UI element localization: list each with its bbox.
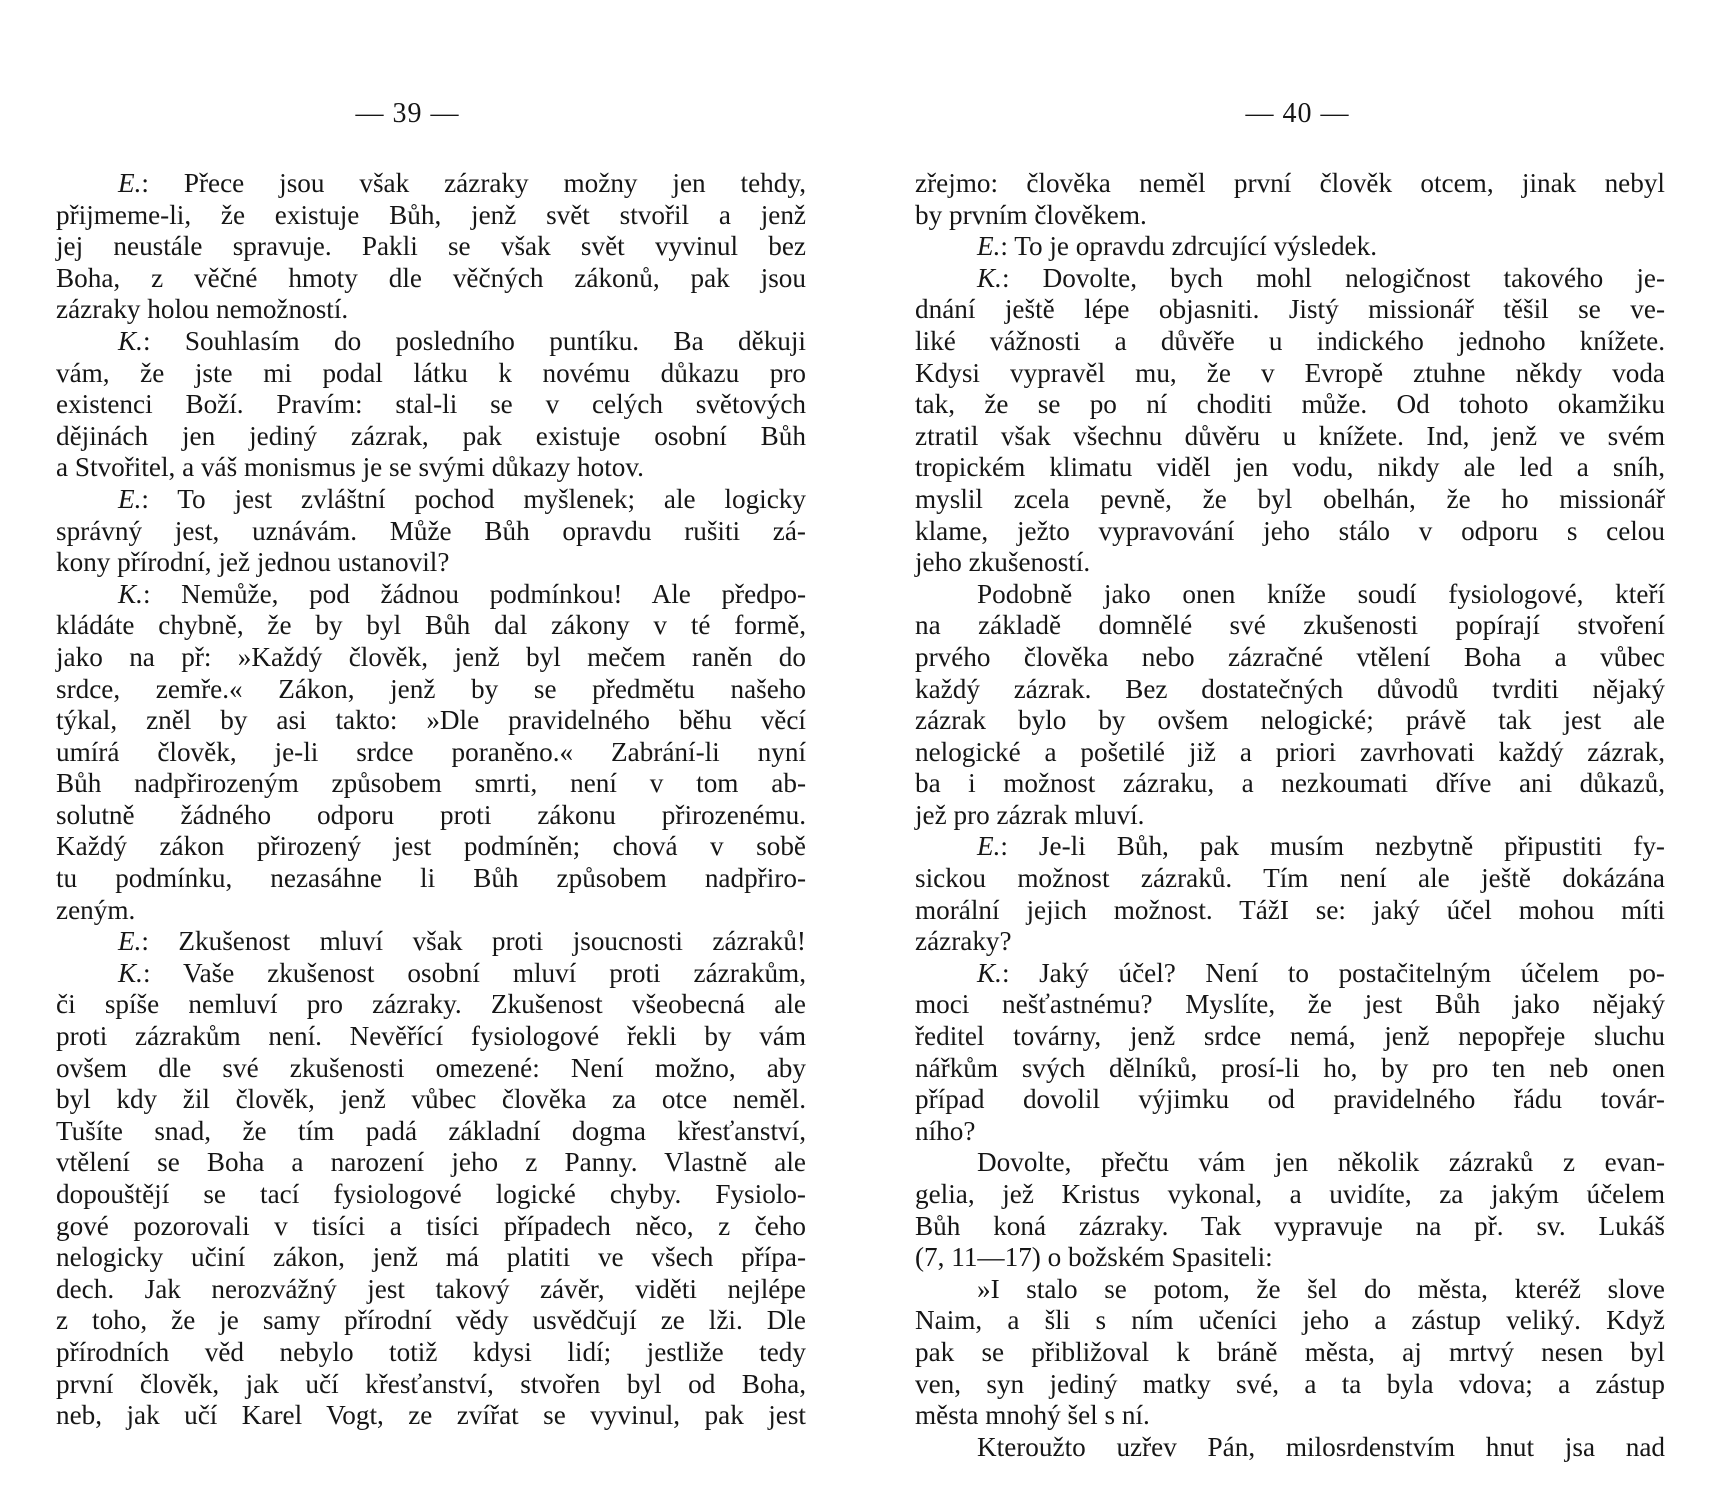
text-line: Bůh koná zázraky. Tak vypravuje na př. sv. Lukáš: [915, 1210, 1665, 1241]
text-line: dnání ještě lépe objasniti. Jistý missionář těšil se ve-: [915, 294, 1665, 325]
text-line: E.: Je-li Bůh, pak musím nezbytně připustiti fy-: [977, 831, 1665, 862]
text-line: či spíše nemluví pro zázraky. Zkušenost všeobecná ale: [56, 989, 806, 1020]
text-line: E.: To je opravdu zdrcující výsledek.: [977, 231, 1378, 262]
text-line: neb, jak učí Karel Vogt, ze zvířat se vyvinul, pak jest: [56, 1400, 806, 1431]
text-line: Boha, z věčné hmoty dle věčných zákonů, pak jsou: [56, 262, 806, 293]
text-line: případ dovolil výjimku od pravidelného řádu továr-: [915, 1084, 1665, 1115]
text-line: moci nešťastnému? Myslíte, že jest Bůh jako nějaký: [915, 989, 1665, 1020]
text-line: a Stvořitel, a váš monismus je se svými důkazy hotov.: [56, 452, 644, 483]
text-line: byl kdy žil člověk, jenž vůbec člověka za otce neměl.: [56, 1084, 806, 1115]
text-line: z toho, že je samy přírodní vědy usvědčují ze lži. Dle: [56, 1305, 806, 1336]
text-line: Každý zákon přirozený jest podmíněn; chová v sobě: [56, 831, 806, 862]
text-line: proti zázrakům není. Nevěřící fysiologové řekli by vám: [56, 1021, 806, 1052]
text-line: K.: Dovolte, bych mohl nelogičnost takového je-: [977, 262, 1665, 293]
text-line: ba i možnost zázraku, a nezkoumati dříve ani důkazů,: [915, 768, 1665, 799]
text-line: zřejmo: člověka neměl první člověk otcem, jinak nebyl: [915, 168, 1665, 198]
text-line: E.: To jest zvláštní pochod myšlenek; ale logicky: [118, 483, 806, 514]
text-line: na základě domnělé své zkušenosti popírají stvoření: [915, 610, 1665, 641]
text-line: myslil zcela pevně, že byl obelhán, že ho missionář: [915, 483, 1665, 514]
text-line: Tušíte snad, že tím padá základní dogma křesťanství,: [56, 1115, 806, 1146]
text-line: K.: Nemůže, pod žádnou podmínkou! Ale předpo-: [118, 578, 806, 609]
text-line: Dovolte, přečtu vám jen několik zázraků z evan-: [977, 1147, 1665, 1178]
text-line: tropickém klimatu viděl jen vodu, nikdy ale led a sníh,: [915, 452, 1665, 483]
text-line: dějinách jen jediný zázrak, pak existuje osobní Bůh: [56, 420, 806, 451]
text-line: ředitel továrny, jenž srdce nemá, jenž nepopřeje sluchu: [915, 1021, 1665, 1052]
text-line: prvého člověka nebo zázračné vtělení Boha a vůbec: [915, 641, 1665, 672]
text-line: Kteroužto uzřev Pán, milosrdenstvím hnut jsa nad: [977, 1431, 1665, 1462]
text-line: každý zázrak. Bez dostatečných důvodů tvrditi nějaký: [915, 673, 1665, 704]
text-line: ního?: [915, 1115, 976, 1146]
page-text: [56, 168, 806, 1432]
text-line: klame, ježto vypravování jeho stálo v odporu s celou: [915, 515, 1665, 546]
text-line: nelogicky učiní zákon, jenž má platiti ve všech přípa-: [56, 1242, 806, 1273]
text-line: morální jejich možnost. TážI se: jaký účel mohou míti: [915, 894, 1665, 925]
text-line: Podobně jako onen kníže soudí fysiologové, kteří: [977, 578, 1665, 609]
text-line: správný jest, uznávám. Může Bůh opravdu rušiti zá-: [56, 515, 806, 546]
text-line: K.: Souhlasím do posledního puntíku. Ba děkuji: [118, 325, 806, 356]
text-line: zázrak bylo by ovšem nelogické; právě tak jest ale: [915, 705, 1665, 736]
text-line: tu podmínku, nezasáhne li Bůh způsobem nadpřiro-: [56, 863, 806, 894]
text-line: jako na př: »Každý člověk, jenž byl mečem raněn do: [56, 641, 806, 672]
text-line: první člověk, jak učí křesťanství, stvořen byl od Boha,: [56, 1368, 806, 1399]
text-line: Bůh nadpřirozeným způsobem smrti, není v tom ab-: [56, 768, 806, 799]
text-line: zázraky holou nemožností.: [56, 294, 349, 325]
page-number: — 40 —: [1245, 98, 1350, 129]
text-line: nářkům svých dělníků, prosí-li ho, by pro ten neb onen: [915, 1052, 1665, 1083]
text-line: nelogické a pošetilé již a priori zavrhovati každý zázrak,: [915, 736, 1665, 767]
text-line: E.: Zkušenost mluví však proti jsoucnosti zázraků!: [118, 926, 806, 957]
text-line: »I stalo se potom, že šel do města, kteréž slove: [977, 1273, 1665, 1304]
text-line: jeho zkušeností.: [915, 547, 1091, 578]
text-line: sickou možnost zázraků. Tím není ale ještě dokázána: [915, 863, 1665, 894]
text-line: vám, že jste mi podal látku k novému důkazu pro: [56, 357, 806, 388]
text-line: srdce, zemře.« Zákon, jenž by se předmětu našeho: [56, 673, 806, 704]
text-line: zeným.: [56, 894, 136, 925]
text-line: tak, že se po ní choditi může. Od tohoto okamžiku: [915, 389, 1665, 420]
text-line: dech. Jak nerozvážný jest takový závěr, viděti nejlépe: [56, 1273, 806, 1304]
text-line: dopouštějí se tací fysiologové logické chyby. Fysiolo-: [56, 1179, 806, 1209]
text-line: E.: Přece jsou však zázraky možny jen tehdy,: [118, 168, 806, 198]
text-line: by prvním člověkem.: [915, 199, 1147, 230]
text-line: K.: Vaše zkušenost osobní mluví proti zázrakům,: [118, 957, 806, 988]
text-line: týkal, zněl by asi takto: »Dle pravidelného běhu věcí: [56, 705, 806, 736]
right-page: [855, 0, 1710, 1500]
text-line: jež pro zázrak mluví.: [915, 799, 1145, 830]
page-text: [915, 168, 1665, 1463]
text-line: města mnohý šel s ní.: [915, 1400, 1150, 1431]
text-line: liké vážnosti a důvěře u indického jednoho knížete.: [915, 325, 1665, 356]
text-line: přírodních věd nebylo totiž kdysi lidí; jestliže tedy: [56, 1336, 806, 1367]
text-line: vtělení se Boha a narození jeho z Panny. Vlastně ale: [56, 1147, 806, 1178]
text-line: kládáte chybně, že by byl Bůh dal zákony v té formě,: [56, 610, 806, 641]
page-number: — 39 —: [355, 98, 460, 129]
text-line: pak se přibližoval k bráně města, aj mrtvý nesen byl: [915, 1336, 1665, 1367]
text-line: ztratil však všechnu důvěru u knížete. Ind, jenž ve svém: [915, 420, 1665, 451]
text-line: (7, 11—17) o božském Spasiteli:: [915, 1242, 1273, 1273]
text-line: existenci Boží. Pravím: stal-li se v celých světových: [56, 389, 806, 420]
text-line: kony přírodní, jež jednou ustanovil?: [56, 547, 450, 578]
text-line: zázraky?: [915, 926, 1012, 957]
text-line: K.: Jaký účel? Není to postačitelným účelem po-: [977, 957, 1665, 988]
text-line: přijmeme-li, že existuje Bůh, jenž svět stvořil a jenž: [56, 199, 806, 230]
text-line: gové pozorovali v tisíci a tisíci případech něco, z čeho: [56, 1210, 806, 1241]
text-line: gelia, jež Kristus vykonal, a uvidíte, za jakým účelem: [915, 1179, 1665, 1209]
text-line: solutně žádného odporu proti zákonu přirozenému.: [56, 799, 806, 830]
text-line: ovšem dle své zkušenosti omezené: Není možno, aby: [56, 1052, 806, 1083]
text-line: Kdysi vypravěl mu, že v Evropě ztuhne někdy voda: [915, 357, 1665, 388]
text-line: Naim, a šli s ním učeníci jeho a zástup veliký. Když: [915, 1305, 1665, 1336]
text-line: umírá člověk, je-li srdce poraněno.« Zabrání-li nyní: [56, 736, 806, 767]
text-line: ven, syn jediný matky své, a ta byla vdova; a zástup: [915, 1368, 1665, 1399]
text-line: jej neustále spravuje. Pakli se však svět vyvinul bez: [56, 231, 806, 262]
